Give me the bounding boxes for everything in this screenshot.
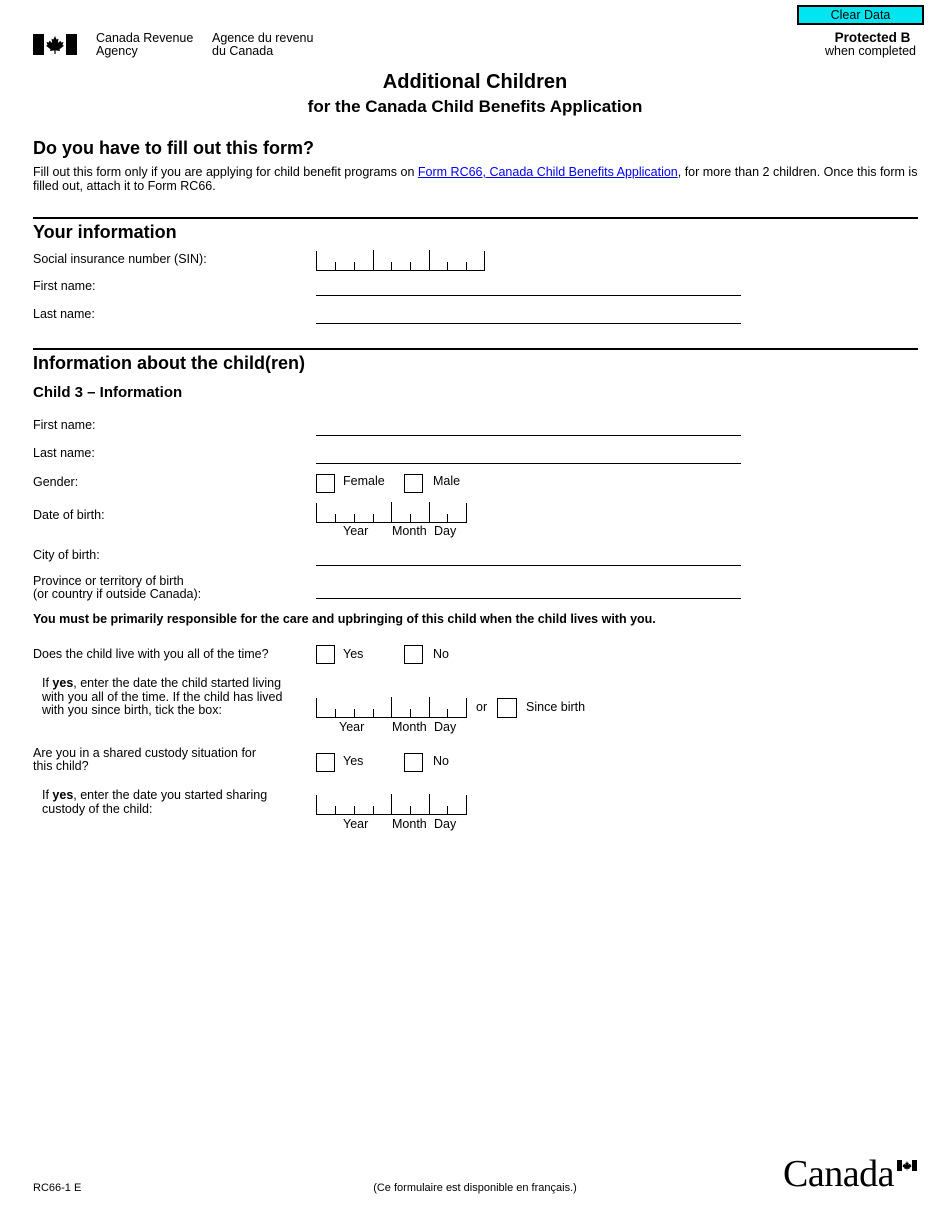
section-divider [33, 217, 918, 219]
child-last-name-input[interactable] [316, 463, 741, 464]
male-checkbox[interactable] [404, 474, 423, 493]
sin-label: Social insurance number (SIN): [33, 252, 207, 266]
dob-day-caption: Day [434, 524, 457, 538]
city-of-birth-input[interactable] [316, 565, 741, 566]
province-of-birth-input[interactable] [316, 598, 741, 599]
form-code: RC66-1 E [33, 1182, 82, 1194]
responsibility-note: You must be primarily responsible for the care and upbringing of this child when the child lives with you. [33, 612, 656, 626]
gender-label: Gender: [33, 475, 79, 489]
dob-input[interactable] [316, 503, 467, 523]
female-label: Female [343, 474, 385, 488]
agency-name-fr: Agence du revenu du Canada [212, 31, 314, 58]
since-birth-checkbox[interactable] [497, 698, 517, 718]
dob-month-caption: Month [392, 524, 427, 538]
sin-input[interactable] [316, 251, 485, 271]
custody-month-caption: Month [392, 817, 427, 831]
custody-day-caption: Day [434, 817, 457, 831]
child-first-name-label: First name: [33, 418, 96, 432]
live-with-question: Does the child live with you all of the time? [33, 647, 269, 661]
live-year-caption: Year [339, 720, 365, 734]
first-name-label: First name: [33, 279, 96, 293]
canada-flag-icon [33, 34, 77, 55]
dob-label: Date of birth: [33, 508, 105, 522]
live-month-caption: Month [392, 720, 427, 734]
live-with-yes-checkbox[interactable] [316, 645, 335, 664]
your-info-heading: Your information [33, 222, 177, 242]
live-with-date-input[interactable] [316, 698, 467, 718]
form-rc66-link[interactable]: Form RC66, Canada Child Benefits Application [417, 165, 678, 179]
male-label: Male [433, 474, 461, 488]
live-with-no-label: No [433, 647, 449, 661]
page-title: Additional Children [382, 71, 568, 93]
child-first-name-input[interactable] [316, 435, 741, 436]
page-subtitle: for the Canada Child Benefits Application [307, 97, 643, 116]
province-of-birth-label: Province or territory of birth (or country if outside Canada): [33, 574, 202, 601]
female-checkbox[interactable] [316, 474, 335, 493]
last-name-input[interactable] [316, 323, 741, 324]
french-availability-note: (Ce formulaire est disponible en français.) [373, 1182, 577, 1194]
custody-no-checkbox[interactable] [404, 753, 423, 772]
first-name-input[interactable] [316, 295, 741, 296]
custody-date-input[interactable] [316, 795, 467, 815]
protected-label: Protected B when completed [824, 30, 916, 58]
shared-custody-question: Are you in a shared custody situation for this child? [33, 746, 257, 773]
wordmark-flag-icon [897, 1160, 917, 1171]
section-divider [33, 348, 918, 350]
live-with-no-checkbox[interactable] [404, 645, 423, 664]
custody-yes-label: Yes [343, 754, 364, 768]
since-birth-label: Since birth [526, 700, 586, 714]
child-last-name-label: Last name: [33, 446, 95, 460]
last-name-label: Last name: [33, 307, 95, 321]
custody-no-label: No [433, 754, 449, 768]
live-with-if-yes-text: If yes, enter the date the child started living with you all of the time. If the child has lived with you since birth, tick the box: [42, 676, 283, 717]
live-day-caption: Day [434, 720, 457, 734]
live-with-yes-label: Yes [343, 647, 364, 661]
custody-yes-checkbox[interactable] [316, 753, 335, 772]
or-label: or [476, 700, 488, 714]
clear-data-button[interactable]: Clear Data [797, 5, 924, 25]
canada-wordmark: Canada [783, 1154, 923, 1194]
custody-if-yes-text: If yes, enter the date you started sharing custody of the child: [42, 788, 268, 816]
agency-name-en: Canada Revenue Agency [96, 31, 194, 58]
intro-heading: Do you have to fill out this form? [33, 138, 314, 158]
city-of-birth-label: City of birth: [33, 548, 100, 562]
child-3-heading: Child 3 – Information [33, 384, 183, 401]
child-info-heading: Information about the child(ren) [33, 353, 305, 373]
dob-year-caption: Year [343, 524, 369, 538]
custody-year-caption: Year [343, 817, 369, 831]
intro-text: Fill out this form only if you are applying for child benefit programs on Form RC66, Canada Child Benefits Application, for more than 2 children. Once this form is filled out, attach it to Form RC66. [33, 165, 918, 193]
